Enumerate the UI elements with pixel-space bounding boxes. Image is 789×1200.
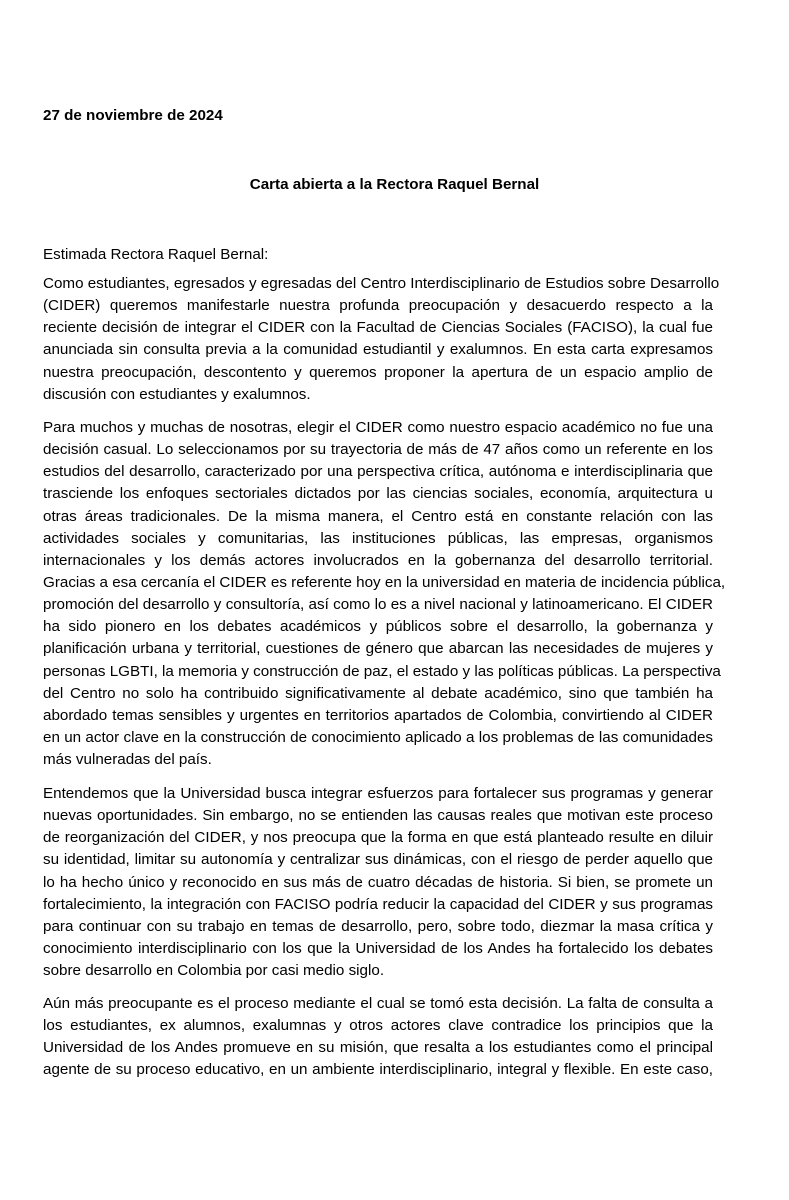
text-line: fortalecimiento, la integración con FACISO podría reducir la capacidad del CIDER y sus programas [43,895,713,913]
text-line: los estudiantes, ex alumnos, exalumnas y otros actores clave contradice los principios que la [43,1017,713,1035]
text-line: más vulneradas del país. [43,751,212,769]
paragraph-3 [43,783,713,982]
text-line: nuevas oportunidades. Sin embargo, no se entienden las causas reales que motivan este proceso [43,807,713,825]
text-line: ha sido pionero en los debates académicos y públicos sobre el desarrollo, la gobernanza y [43,618,713,636]
paragraph-1 [43,273,720,406]
text-line: trasciende los enfoques sectoriales dictados por las ciencias sociales, economía, arquitectura u [43,485,713,503]
text-line: nuestra preocupación, descontento y queremos proponer la apertura de un espacio amplio de [43,363,713,381]
text-line: planificación urbana y territorial, cuestiones de género que abarcan las necesidades de mujeres y [43,640,713,658]
text-line: para continuar con su trabajo en temas de desarrollo, pero, sobre todo, diezmar la masa crítica y [43,917,713,935]
text-line: Aún más preocupante es el proceso mediante el cual se tomó esta decisión. La falta de consulta a [43,995,713,1012]
text-line: decisión casual. Lo seleccionamos por su trayectoria de más de 47 años como un referente en los [43,441,713,459]
text-line: abordado temas sensibles y urgentes en territorios apartados de Colombia, convirtiendo al CIDER [43,706,713,724]
text-line: discusión con estudiantes y exalumnos. [43,385,311,403]
text-line: del Centro no solo ha contribuido significativamente al debate académico, sino que también ha [43,684,713,702]
text-line: en un actor clave en la construcción de conocimiento aplicado a los problemas de las comunidades [43,728,713,746]
text-line: Entendemos que la Universidad busca integrar esfuerzos para fortalecer sus programas y generar [43,785,713,802]
text-line: Universidad de los Andes promueve en su misión, que resalta a los estudiantes como el principal [43,1039,713,1057]
text-line: internacionales y los demás actores involucrados en la gobernanza del desarrollo territorial. [43,551,713,569]
text-line: (CIDER) queremos manifestarle nuestra profunda preocupación y desacuerdo respecto a la [43,297,713,315]
text-line: anunciada sin consulta previa a la comunidad estudiantil y exalumnos. En esta carta expresamos [43,341,713,359]
paragraph-2 [43,417,726,771]
text-line: Gracias a esa cercanía el CIDER es referente hoy en la universidad en materia de incidencia pública, [43,573,726,591]
text-line: estudios del desarrollo, caracterizado por una perspectiva crítica, autónoma e interdisciplinaria que [43,463,713,481]
text-line: agente de su proceso educativo, en un ambiente interdisciplinario, integral y flexible. En este caso, [43,1061,713,1079]
text-line: su identidad, limitar su autonomía y centralizar sus dinámicas, con el riesgo de perder aquello que [43,851,713,869]
text-line: reciente decisión de integrar el CIDER con la Facultad de Ciencias Sociales (FACISO), la cual fue [43,319,713,337]
text-line: Para muchos y muchas de nosotras, elegir el CIDER como nuestro espacio académico no fue una [43,419,713,436]
text-line: conocimiento interdisciplinario con los que la Universidad de los Andes ha fortalecido los debates [43,939,713,957]
text-line: otras áreas tradicionales. De la misma manera, el Centro está en constante relación con las [43,507,713,525]
text-line: lo ha hecho único y reconocido en sus más de cuatro décadas de historia. Si bien, se promete un [43,873,713,891]
letter-salutation: Estimada Rectora Raquel Bernal: [43,246,269,263]
text-line: Como estudiantes, egresados y egresadas del Centro Interdisciplinario de Estudios sobre Desarrollo [43,275,720,292]
text-line: personas LGBTI, la memoria y construcción de paz, el estado y las políticas públicas. La perspectiva [43,662,721,680]
text-line: actividades sociales y comunitarias, las instituciones públicas, las empresas, organismos [43,529,713,547]
paragraph-4 [43,993,713,1082]
letter-date: 27 de noviembre de 2024 [43,107,223,124]
letter-title: Carta abierta a la Rectora Raquel Bernal [249,176,540,193]
text-line: sobre desarrollo en Colombia por casi medio siglo. [43,962,385,980]
text-line: promoción del desarrollo y consultoría, así como lo es a nivel nacional y latinoamericano. El CIDER [43,596,713,614]
text-line: de reorganización del CIDER, y nos preocupa que la forma en que está planteado resulte en diluir [43,829,713,847]
